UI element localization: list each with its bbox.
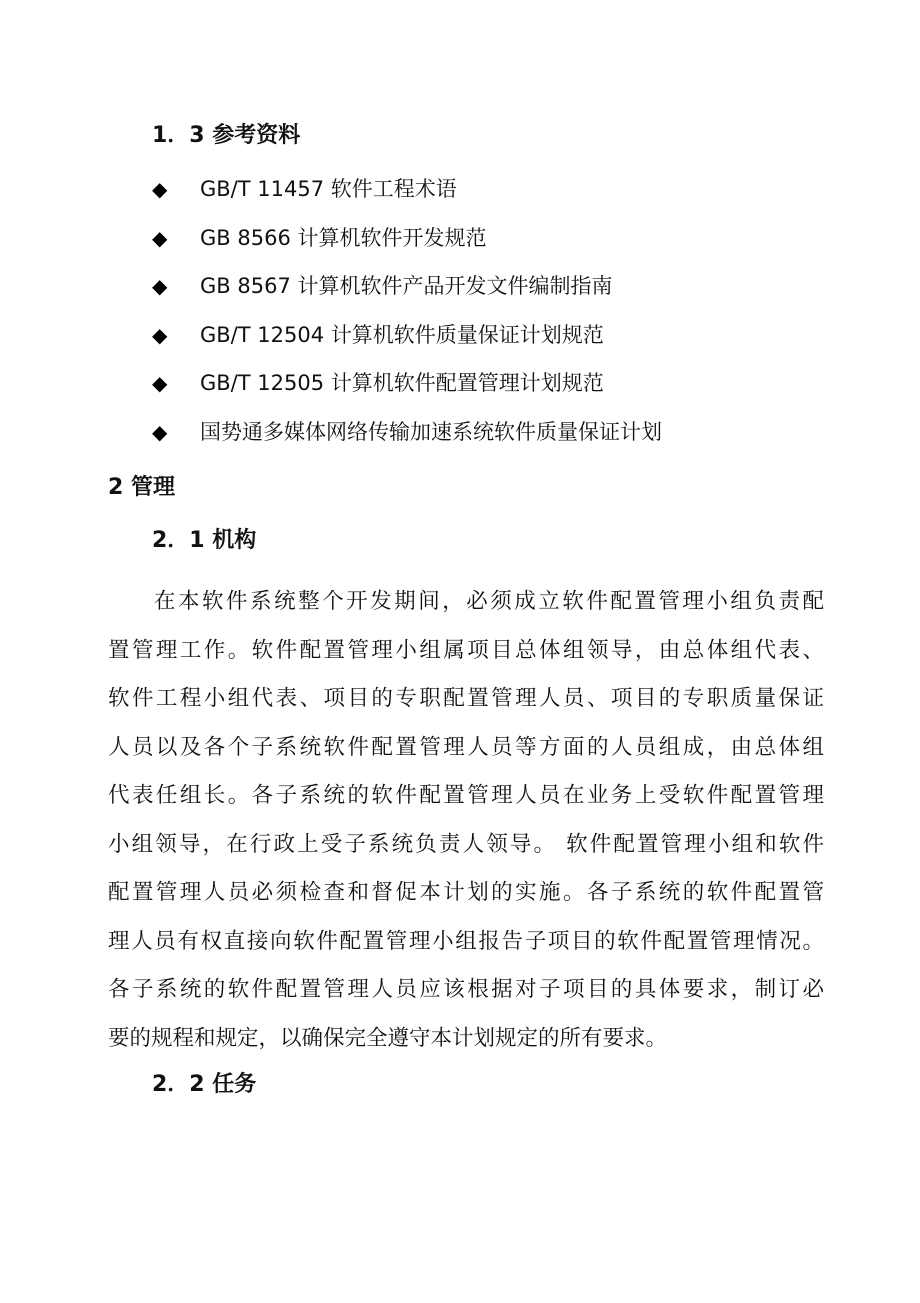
paragraph-line: 要的规程和规定，以确保完全遵守本计划规定的所有要求。: [108, 1025, 668, 1051]
reference-text: 国势通多媒体网络传输加速系统软件质量保证计划: [200, 419, 662, 444]
paragraph-line: 理人员有权直接向软件配置管理小组报告子项目的软件配置管理情况。: [108, 928, 824, 954]
reference-item: [152, 368, 662, 417]
paragraph-line: 配置管理人员必须检查和督促本计划的实施。各子系统的软件配置管: [108, 880, 824, 905]
diamond-bullet-icon: ◆: [152, 322, 168, 347]
paragraph-line: 置管理工作。软件配置管理小组属项目总体组领导，由总体组代表、: [108, 637, 824, 663]
paragraph-line: 各子系统的软件配置管理人员应该根据对子项目的具体要求，制订必: [108, 977, 824, 1002]
reference-text: GB/T 12505 计算机软件配置管理计划规范: [200, 371, 604, 395]
diamond-bullet-icon: ◆: [152, 225, 168, 250]
section-heading-2-2: 2．2 任务: [152, 1072, 257, 1097]
section-heading-1-3: 1．3 参考资料: [152, 123, 301, 148]
reference-item: [152, 174, 662, 223]
body-paragraph: [108, 578, 824, 1063]
reference-item: [152, 271, 662, 320]
reference-item: [152, 417, 662, 466]
reference-item: [152, 223, 662, 272]
reference-text: GB 8567 计算机软件产品开发文件编制指南: [200, 274, 613, 298]
reference-text: GB/T 12504 计算机软件质量保证计划规范: [200, 322, 604, 347]
paragraph-line: 在本软件系统整个开发期间，必须成立软件配置管理小组负责配: [154, 589, 824, 614]
reference-item: [152, 320, 662, 369]
paragraph-line: 小组领导，在行政上受子系统负责人领导。 软件配置管理小组和软件: [108, 831, 824, 857]
diamond-bullet-icon: ◆: [152, 177, 168, 201]
paragraph-line: 代表任组长。各子系统的软件配置管理人员在业务上受软件配置管理: [108, 783, 824, 808]
section-heading-2-1: 2．1 机构: [152, 528, 257, 553]
reference-text: GB/T 11457 软件工程术语: [200, 177, 457, 201]
diamond-bullet-icon: ◆: [152, 274, 168, 298]
section-heading-2: 2 管理: [108, 475, 175, 500]
diamond-bullet-icon: ◆: [152, 371, 168, 395]
reference-list: [152, 174, 662, 465]
diamond-bullet-icon: ◆: [152, 419, 168, 444]
reference-text: GB 8566 计算机软件开发规范: [200, 225, 487, 250]
paragraph-line: 人员以及各个子系统软件配置管理人员等方面的人员组成，由总体组: [108, 734, 824, 760]
paragraph-line: 软件工程小组代表、项目的专职配置管理人员、项目的专职质量保证: [108, 686, 824, 711]
